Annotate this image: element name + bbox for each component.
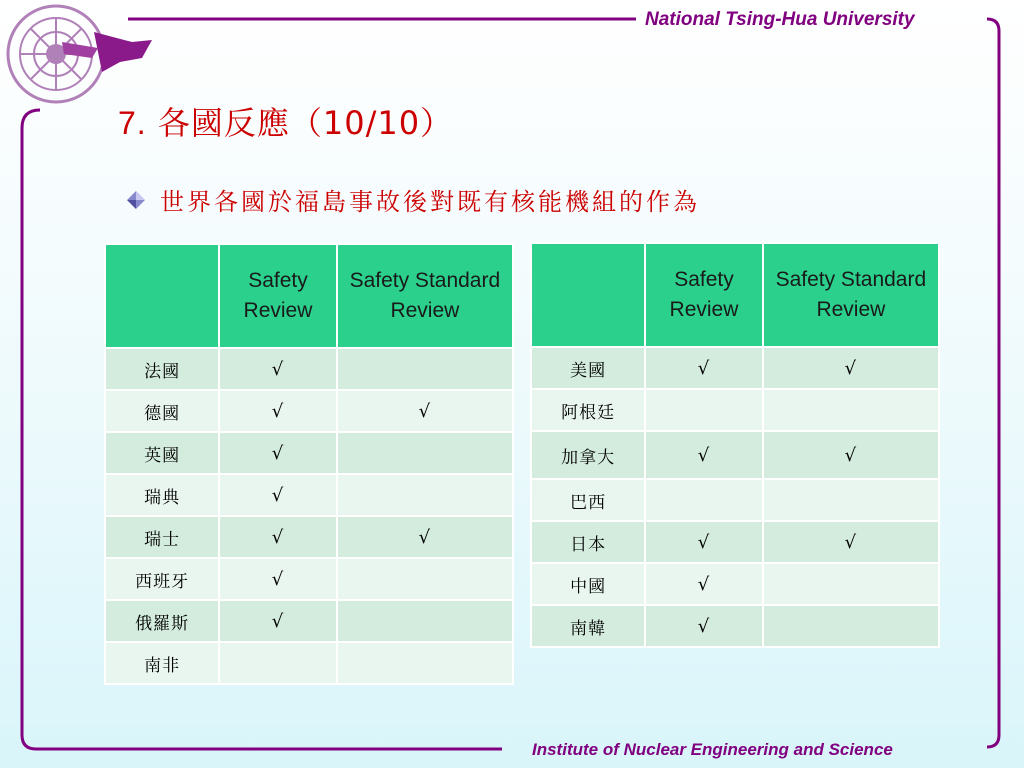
safety-review-cell: √ — [219, 432, 337, 474]
standard-review-cell — [337, 558, 513, 600]
table-row — [105, 390, 513, 432]
country-cell: 西班牙 — [105, 558, 219, 600]
header-safety-review: Safety Review — [645, 243, 763, 347]
standard-review-cell — [337, 642, 513, 684]
safety-review-cell — [645, 389, 763, 431]
table-row — [105, 558, 513, 600]
diamond-bullet-icon — [126, 190, 146, 210]
country-cell: 德國 — [105, 390, 219, 432]
header-country — [105, 244, 219, 348]
standard-review-cell — [337, 348, 513, 390]
country-table-right — [530, 242, 940, 648]
country-cell: 瑞士 — [105, 516, 219, 558]
safety-review-cell: √ — [645, 347, 763, 389]
country-cell: 瑞典 — [105, 474, 219, 516]
country-cell: 南非 — [105, 642, 219, 684]
table-header-row — [531, 243, 939, 347]
safety-review-cell: √ — [645, 605, 763, 647]
country-cell: 巴西 — [531, 479, 645, 521]
standard-review-cell — [337, 474, 513, 516]
country-cell: 南韓 — [531, 605, 645, 647]
safety-review-cell: √ — [219, 348, 337, 390]
standard-review-cell: √ — [337, 516, 513, 558]
country-cell: 英國 — [105, 432, 219, 474]
safety-review-cell: √ — [219, 558, 337, 600]
standard-review-cell: √ — [763, 521, 939, 563]
header-safety-standard-review: Safety Standard Review — [337, 244, 513, 348]
safety-review-cell — [645, 479, 763, 521]
country-cell: 俄羅斯 — [105, 600, 219, 642]
standard-review-cell: √ — [763, 347, 939, 389]
bullet-text: 世界各國於福島事故後對既有核能機組的作為 — [160, 188, 700, 216]
table-row — [531, 563, 939, 605]
header-safety-review: Safety Review — [219, 244, 337, 348]
country-cell: 阿根廷 — [531, 389, 645, 431]
table-row — [105, 474, 513, 516]
title-number: 7. — [118, 105, 147, 141]
table-row — [531, 389, 939, 431]
standard-review-cell — [763, 563, 939, 605]
country-cell: 美國 — [531, 347, 645, 389]
safety-review-cell: √ — [219, 516, 337, 558]
title-text: 各國反應（10/10） — [157, 104, 454, 142]
table-row — [531, 431, 939, 479]
table-row — [531, 347, 939, 389]
country-cell: 加拿大 — [531, 431, 645, 479]
standard-review-cell — [337, 432, 513, 474]
page-title — [118, 98, 453, 144]
table-row — [105, 642, 513, 684]
table-row — [531, 479, 939, 521]
safety-review-cell: √ — [645, 521, 763, 563]
table-row — [105, 348, 513, 390]
header-country — [531, 243, 645, 347]
safety-review-cell: √ — [219, 600, 337, 642]
table-row — [531, 521, 939, 563]
institute-name: Institute of Nuclear Engineering and Science — [532, 740, 893, 759]
standard-review-cell: √ — [337, 390, 513, 432]
bullet-item — [126, 182, 700, 217]
country-cell: 中國 — [531, 563, 645, 605]
table-row — [105, 432, 513, 474]
safety-review-cell: √ — [219, 390, 337, 432]
table-row — [105, 516, 513, 558]
table-row — [531, 605, 939, 647]
safety-review-cell — [219, 642, 337, 684]
header-safety-standard-review: Safety Standard Review — [763, 243, 939, 347]
standard-review-cell — [763, 479, 939, 521]
table-header-row — [105, 244, 513, 348]
safety-review-cell: √ — [219, 474, 337, 516]
country-table-left — [104, 243, 514, 685]
standard-review-cell: √ — [763, 431, 939, 479]
university-seal-logo — [2, 2, 160, 106]
standard-review-cell — [763, 605, 939, 647]
safety-review-cell: √ — [645, 563, 763, 605]
standard-review-cell — [337, 600, 513, 642]
table-row — [105, 600, 513, 642]
university-name: National Tsing-Hua University — [645, 9, 915, 30]
country-cell: 日本 — [531, 521, 645, 563]
standard-review-cell — [763, 389, 939, 431]
country-cell: 法國 — [105, 348, 219, 390]
safety-review-cell: √ — [645, 431, 763, 479]
